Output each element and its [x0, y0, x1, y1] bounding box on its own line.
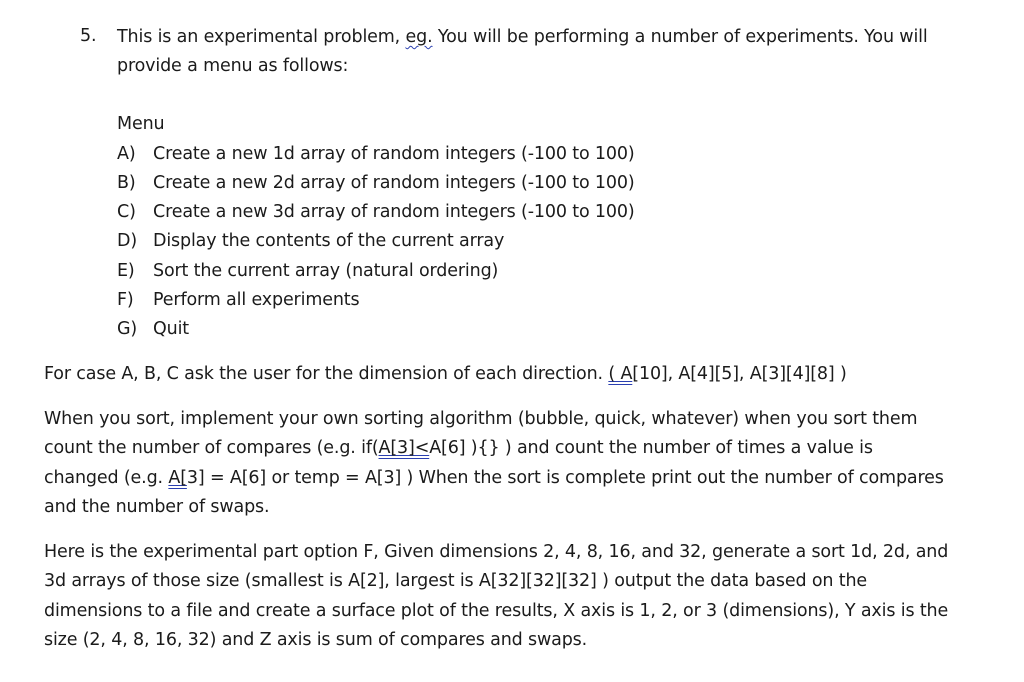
sort-line-1: When you sort, implement your own sorting algorithm (bubble, quick, whatever) when you sort them — [44, 409, 918, 429]
spellcheck-eg: eg. — [405, 27, 433, 47]
menu-title: Menu — [117, 114, 165, 134]
exp-line-2: 3d arrays of those size (smallest is A[2], largest is A[32][32][32] ) output the data based on the — [44, 571, 868, 591]
menu-item-text: Create a new 3d array of random integers (-100 to 100) — [153, 202, 635, 222]
problem-number: 5. — [80, 26, 97, 46]
menu-item-text: Create a new 1d array of random integers (-100 to 100) — [153, 144, 635, 164]
sort-assign-underlined: A[ — [168, 468, 187, 488]
menu-item-letter: C) — [117, 202, 136, 222]
menu-item-letter: B) — [117, 173, 136, 193]
menu-item-text: Display the contents of the current array — [153, 231, 505, 251]
case-example-underlined: ( A — [608, 364, 633, 384]
menu-item-text: Perform all experiments — [153, 290, 360, 310]
exp-line-1: Here is the experimental part option F, Given dimensions 2, 4, 8, 16, and 32, generate a sort 1d, 2d, and — [44, 542, 949, 562]
intro-line-1: This is an experimental problem, eg. You will be performing a number of experiments. You will — [117, 27, 928, 47]
intro-line-2: provide a menu as follows: — [117, 56, 349, 76]
sort-compare-underlined: A[3]< — [378, 438, 430, 458]
menu-item-letter: G) — [117, 319, 138, 339]
menu-item-text: Sort the current array (natural ordering) — [153, 261, 499, 281]
sort-line-2: count the number of compares (e.g. if(A[3]<A[6] ){} ) and count the number of times a value is — [44, 438, 873, 458]
sort-line-3: changed (e.g. A[3] = A[6] or temp = A[3] ) When the sort is complete print out the number of compares — [44, 468, 944, 488]
menu-item-letter: D) — [117, 231, 138, 251]
menu-item-letter: E) — [117, 261, 135, 281]
menu-item-letter: A) — [117, 144, 136, 164]
exp-line-3: dimensions to a file and create a surface plot of the results, X axis is 1, 2, or 3 (dimensions), Y axis is the — [44, 601, 949, 621]
menu-item-letter: F) — [117, 290, 134, 310]
menu-item-text: Create a new 2d array of random integers (-100 to 100) — [153, 173, 635, 193]
sort-line-4: and the number of swaps. — [44, 497, 270, 517]
case-paragraph: For case A, B, C ask the user for the dimension of each direction. ( A[10], A[4][5], A[3][4][8] ) — [44, 364, 847, 384]
menu-item-text: Quit — [153, 319, 189, 339]
exp-line-4: size (2, 4, 8, 16, 32) and Z axis is sum of compares and swaps. — [44, 630, 588, 650]
